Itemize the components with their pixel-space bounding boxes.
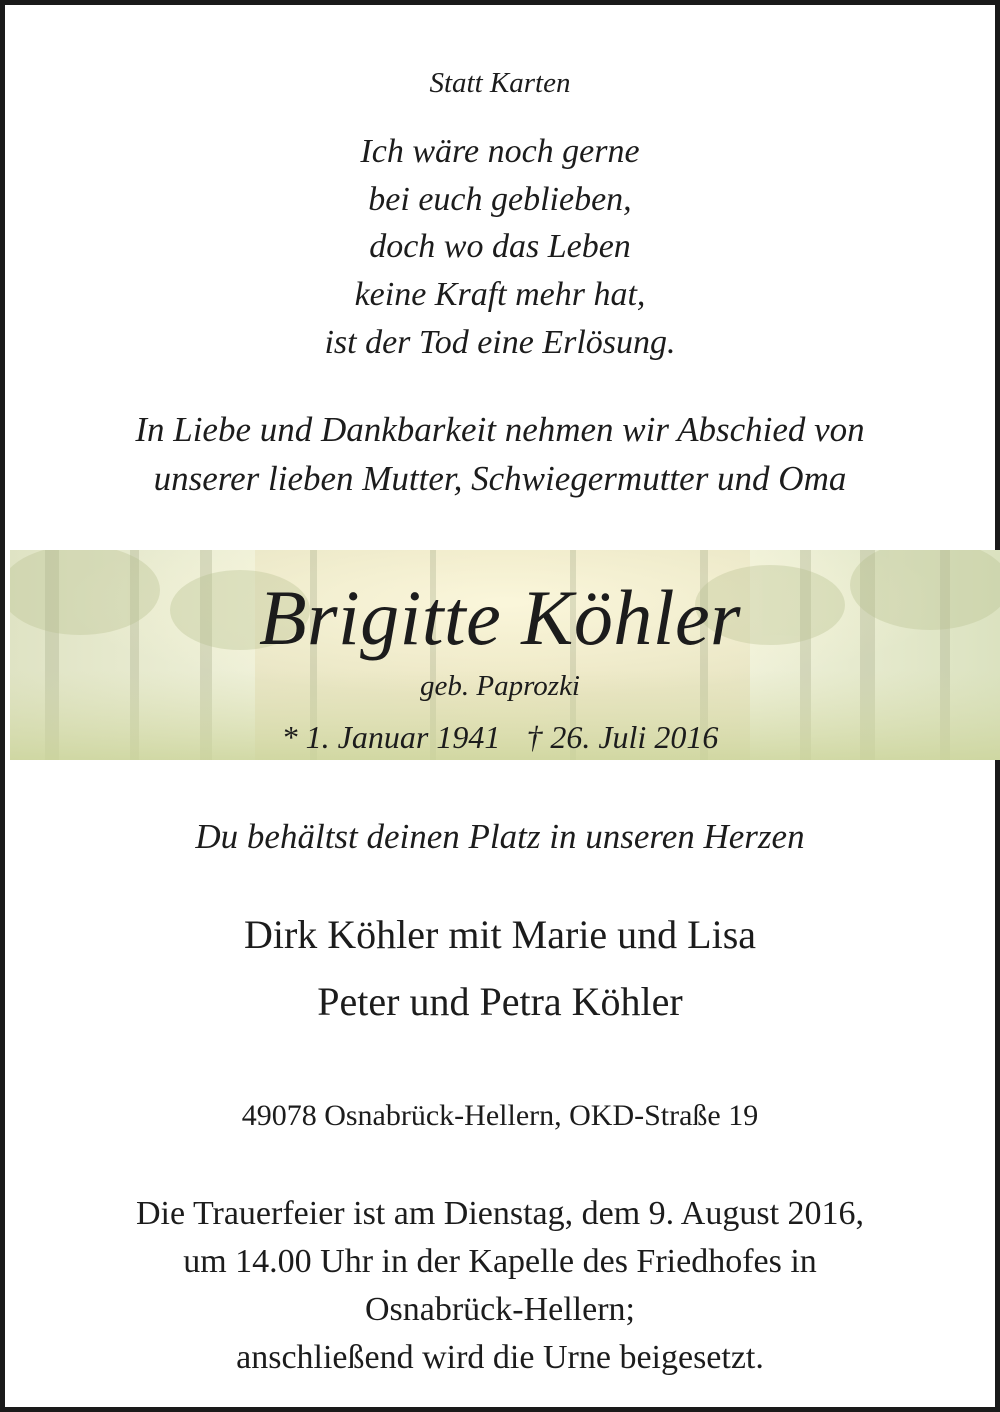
motto-text: Du behältst deinen Platz in unseren Herzen — [195, 817, 805, 856]
birth-date: * 1. Januar 1941 — [281, 719, 501, 755]
poem-line: doch wo das Leben — [369, 228, 631, 265]
intro-line: unserer lieben Mutter, Schwiegermutter und Oma — [153, 459, 847, 498]
ceremony-line: Osnabrück-Hellern; — [364, 1291, 635, 1328]
statt-karten-label: Statt Karten — [429, 67, 571, 99]
intro-line: In Liebe und Dankbarkeit nehmen wir Abschied von — [135, 410, 865, 449]
family-line: Peter und Petra Köhler — [317, 979, 683, 1024]
life-dates — [5, 719, 995, 756]
birth-name: geb. Paprozki — [419, 670, 580, 702]
deceased-name: Brigitte Köhler — [259, 574, 741, 661]
ceremony-line: Die Trauerfeier ist am Dienstag, dem 9. August 2016, — [135, 1195, 865, 1232]
poem-line: Ich wäre noch gerne — [360, 133, 640, 170]
family-address: 49078 Osnabrück-Hellern, OKD-Straße 19 — [241, 1099, 759, 1132]
death-date: † 26. Juli 2016 — [526, 719, 719, 755]
poem-line: ist der Tod eine Erlösung. — [324, 324, 676, 361]
poem-line: keine Kraft mehr hat, — [354, 276, 646, 313]
ceremony-line: um 14.00 Uhr in der Kapelle des Friedhofes in — [183, 1243, 817, 1280]
poem-line: bei euch geblieben, — [368, 181, 632, 218]
family-line: Dirk Köhler mit Marie und Lisa — [243, 912, 757, 957]
ceremony-line: anschließend wird die Urne beigesetzt. — [236, 1339, 764, 1376]
